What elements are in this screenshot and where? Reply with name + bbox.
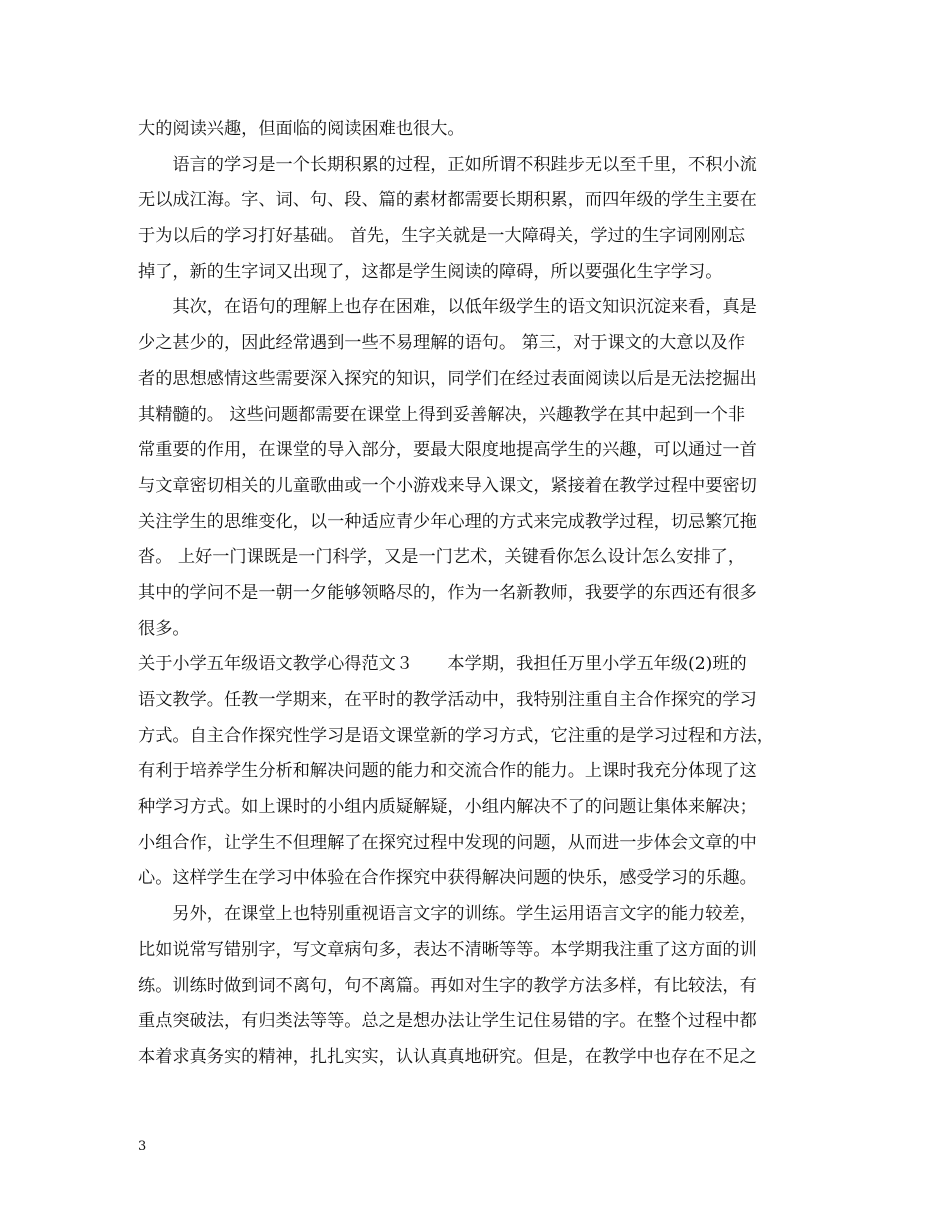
- text-line: 少之甚少的，因此经常遇到一些不易理解的语句。 第三，对于课文的大意以及作: [138, 333, 746, 354]
- text-line: 其中的学问不是一朝一夕能够领略尽的，作为一名新教师，我要学的东西还有很多: [138, 582, 757, 603]
- text-line: 练。训练时做到词不离句，句不离篇。再如对生字的教学方法多样，有比较法，有: [138, 975, 757, 996]
- text-line: 大的阅读兴趣，但面临的阅读困难也很大。: [138, 119, 465, 139]
- text-line: 常重要的作用，在课堂的导入部分，要最大限度地提高学生的兴趣，可以通过一首: [138, 440, 757, 461]
- text-line: 很多。: [138, 618, 190, 639]
- text-line: 其精髓的。 这些问题都需要在课堂上得到妥善解决，兴趣教学在其中起到一个非: [138, 404, 746, 425]
- text-line: 方式。自主合作探究性学习是语文课堂新的学习方式，它注重的是学习过程和方法，: [138, 725, 774, 746]
- body-text: [138, 112, 818, 1076]
- text-line: 与文章密切相关的儿童歌曲或一个小游戏来导入课文，紧接着在教学过程中要密切: [138, 475, 757, 496]
- text-line: 心。这样学生在学习中体验在合作探究中获得解决问题的快乐，感受学习的乐趣。: [138, 868, 757, 889]
- text-line: 小组合作，让学生不但理解了在探究过程中发现的问题，从而进一步体会文章的中: [138, 832, 757, 853]
- text-line: 有利于培养学生分析和解决问题的能力和交流合作的能力。上课时我充分体现了这: [138, 761, 757, 782]
- text-line: 无以成江海。字、词、句、段、篇的素材都需要长期积累，而四年级的学生主要在: [138, 190, 757, 211]
- text-line: 本着求真务实的精神，扎扎实实，认认真真地研究。但是，在教学中也存在不足之: [138, 1046, 757, 1067]
- section-heading-line: 关于小学五年级语文教学心得范文３ 本学期，我担任万里小学五年级(2)班的: [138, 654, 747, 675]
- text-line: 沓。 上好一门课既是一门科学，又是一门艺术，关键看你怎么设计怎么安排了，: [138, 547, 746, 568]
- text-line: 者的思想感情这些需要深入探究的知识，同学们在经过表面阅读以后是无法挖掘出: [138, 368, 757, 389]
- text-line: 另外，在课堂上也特别重视语言文字的训练。学生运用语言文字的能力较差，: [138, 904, 757, 925]
- text-line: 重点突破法，有归类法等等。总之是想办法让学生记住易错的字。在整个过程中都: [138, 1011, 757, 1032]
- text-line: 种学习方式。如上课时的小组内质疑解疑，小组内解决不了的问题让集体来解决；: [138, 797, 757, 818]
- text-line: 其次，在语句的理解上也存在困难，以低年级学生的语文知识沉淀来看，真是: [138, 297, 757, 318]
- text-line: 掉了，新的生字词又出现了，这都是学生阅读的障碍，所以要强化生字学习。: [138, 261, 723, 282]
- text-line: 于为以后的学习打好基础。 首先，生字关就是一大障碍关，学过的生字词刚刚忘: [138, 226, 746, 247]
- page-number: 3: [138, 1139, 147, 1154]
- text-line: 语言的学习是一个长期积累的过程，正如所谓不积跬步无以至千里，不积小流: [138, 154, 757, 175]
- text-line: 比如说常写错别字，写文章病句多，表达不清晰等等。本学期我注重了这方面的训: [138, 939, 757, 960]
- text-line: 语文教学。任教一学期来，在平时的教学活动中，我特别注重自主合作探究的学习: [138, 690, 757, 710]
- text-line: 关注学生的思维变化，以一种适应青少年心理的方式来完成教学过程，切忌繁冗拖: [138, 511, 757, 532]
